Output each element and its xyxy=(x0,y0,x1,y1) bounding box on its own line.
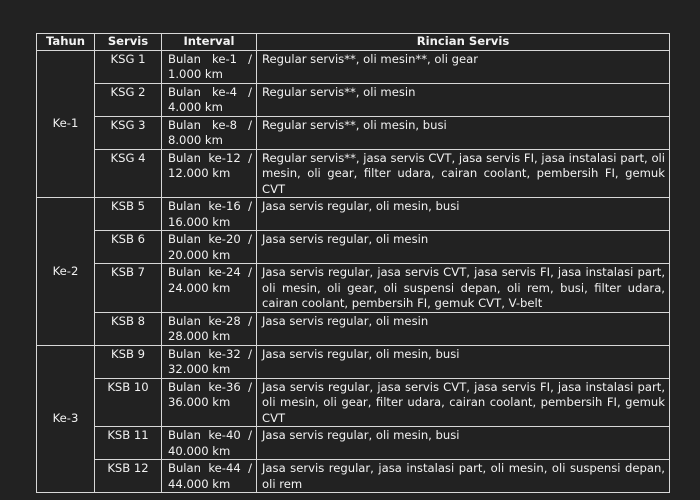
interval-cell: Bulan ke-1 / 1.000 km xyxy=(162,50,257,83)
interval-cell: Bulan ke-8 / 8.000 km xyxy=(162,116,257,149)
service-table xyxy=(36,33,670,493)
table-row xyxy=(37,345,670,378)
header-interval: Interval xyxy=(162,34,257,51)
rincian-cell: Jasa servis regular, oli mesin xyxy=(257,312,670,345)
interval-cell: Bulan ke-28 / 28.000 km xyxy=(162,312,257,345)
rincian-cell: Jasa servis regular, oli mesin, busi xyxy=(257,427,670,460)
interval-cell: Bulan ke-24 / 24.000 km xyxy=(162,264,257,313)
service-schedule xyxy=(36,33,669,493)
servis-cell: KSB 11 xyxy=(95,427,162,460)
servis-cell: KSG 4 xyxy=(95,149,162,198)
servis-cell: KSG 1 xyxy=(95,50,162,83)
servis-cell: KSB 9 xyxy=(95,345,162,378)
table-row xyxy=(37,312,670,345)
table-row xyxy=(37,149,670,198)
servis-cell: KSB 5 xyxy=(95,198,162,231)
header-tahun: Tahun xyxy=(37,34,95,51)
rincian-cell: Regular servis**, jasa servis CVT, jasa servis FI, jasa instalasi part, oli mesin, oli gear, filter udara, cairan coolant, pembersih FI, gemuk CVT xyxy=(257,149,670,198)
rincian-cell: Jasa servis regular, jasa instalasi part, oli mesin, oli suspensi depan, oli rem xyxy=(257,460,670,493)
interval-cell: Bulan ke-20 / 20.000 km xyxy=(162,231,257,264)
rincian-cell: Jasa servis regular, oli mesin xyxy=(257,231,670,264)
header-rincian: Rincian Servis xyxy=(257,34,670,51)
table-row xyxy=(37,264,670,313)
servis-cell: KSG 3 xyxy=(95,116,162,149)
table-row xyxy=(37,460,670,493)
interval-cell: Bulan ke-40 / 40.000 km xyxy=(162,427,257,460)
rincian-cell: Jasa servis regular, oli mesin, busi xyxy=(257,345,670,378)
rincian-cell: Jasa servis regular, jasa servis CVT, jasa servis FI, jasa instalasi part, oli mesin, oli gear, oli suspensi depan, oli rem, busi, filter udara, cairan coolant, pembersih FI, gemuk CVT, V-belt xyxy=(257,264,670,313)
year-cell: Ke-3 xyxy=(37,345,95,493)
table-row xyxy=(37,50,670,83)
year-cell: Ke-1 xyxy=(37,50,95,198)
table-row xyxy=(37,83,670,116)
interval-cell: Bulan ke-32 / 32.000 km xyxy=(162,345,257,378)
interval-cell: Bulan ke-44 / 44.000 km xyxy=(162,460,257,493)
rincian-cell: Jasa servis regular, oli mesin, busi xyxy=(257,198,670,231)
header-servis: Servis xyxy=(95,34,162,51)
table-row xyxy=(37,231,670,264)
servis-cell: KSB 7 xyxy=(95,264,162,313)
servis-cell: KSB 12 xyxy=(95,460,162,493)
interval-cell: Bulan ke-4 / 4.000 km xyxy=(162,83,257,116)
rincian-cell: Regular servis**, oli mesin xyxy=(257,83,670,116)
year-cell: Ke-2 xyxy=(37,198,95,346)
interval-cell: Bulan ke-12 / 12.000 km xyxy=(162,149,257,198)
servis-cell: KSB 10 xyxy=(95,378,162,427)
table-row xyxy=(37,116,670,149)
servis-cell: KSB 6 xyxy=(95,231,162,264)
table-row xyxy=(37,378,670,427)
rincian-cell: Jasa servis regular, jasa servis CVT, jasa servis FI, jasa instalasi part, oli mesin, oli gear, filter udara, cairan coolant, pembersih FI, gemuk CVT xyxy=(257,378,670,427)
servis-cell: KSB 8 xyxy=(95,312,162,345)
rincian-cell: Regular servis**, oli mesin, busi xyxy=(257,116,670,149)
interval-cell: Bulan ke-36 / 36.000 km xyxy=(162,378,257,427)
table-row xyxy=(37,427,670,460)
rincian-cell: Regular servis**, oli mesin**, oli gear xyxy=(257,50,670,83)
header-row xyxy=(37,34,670,51)
interval-cell: Bulan ke-16 / 16.000 km xyxy=(162,198,257,231)
servis-cell: KSG 2 xyxy=(95,83,162,116)
table-row xyxy=(37,198,670,231)
